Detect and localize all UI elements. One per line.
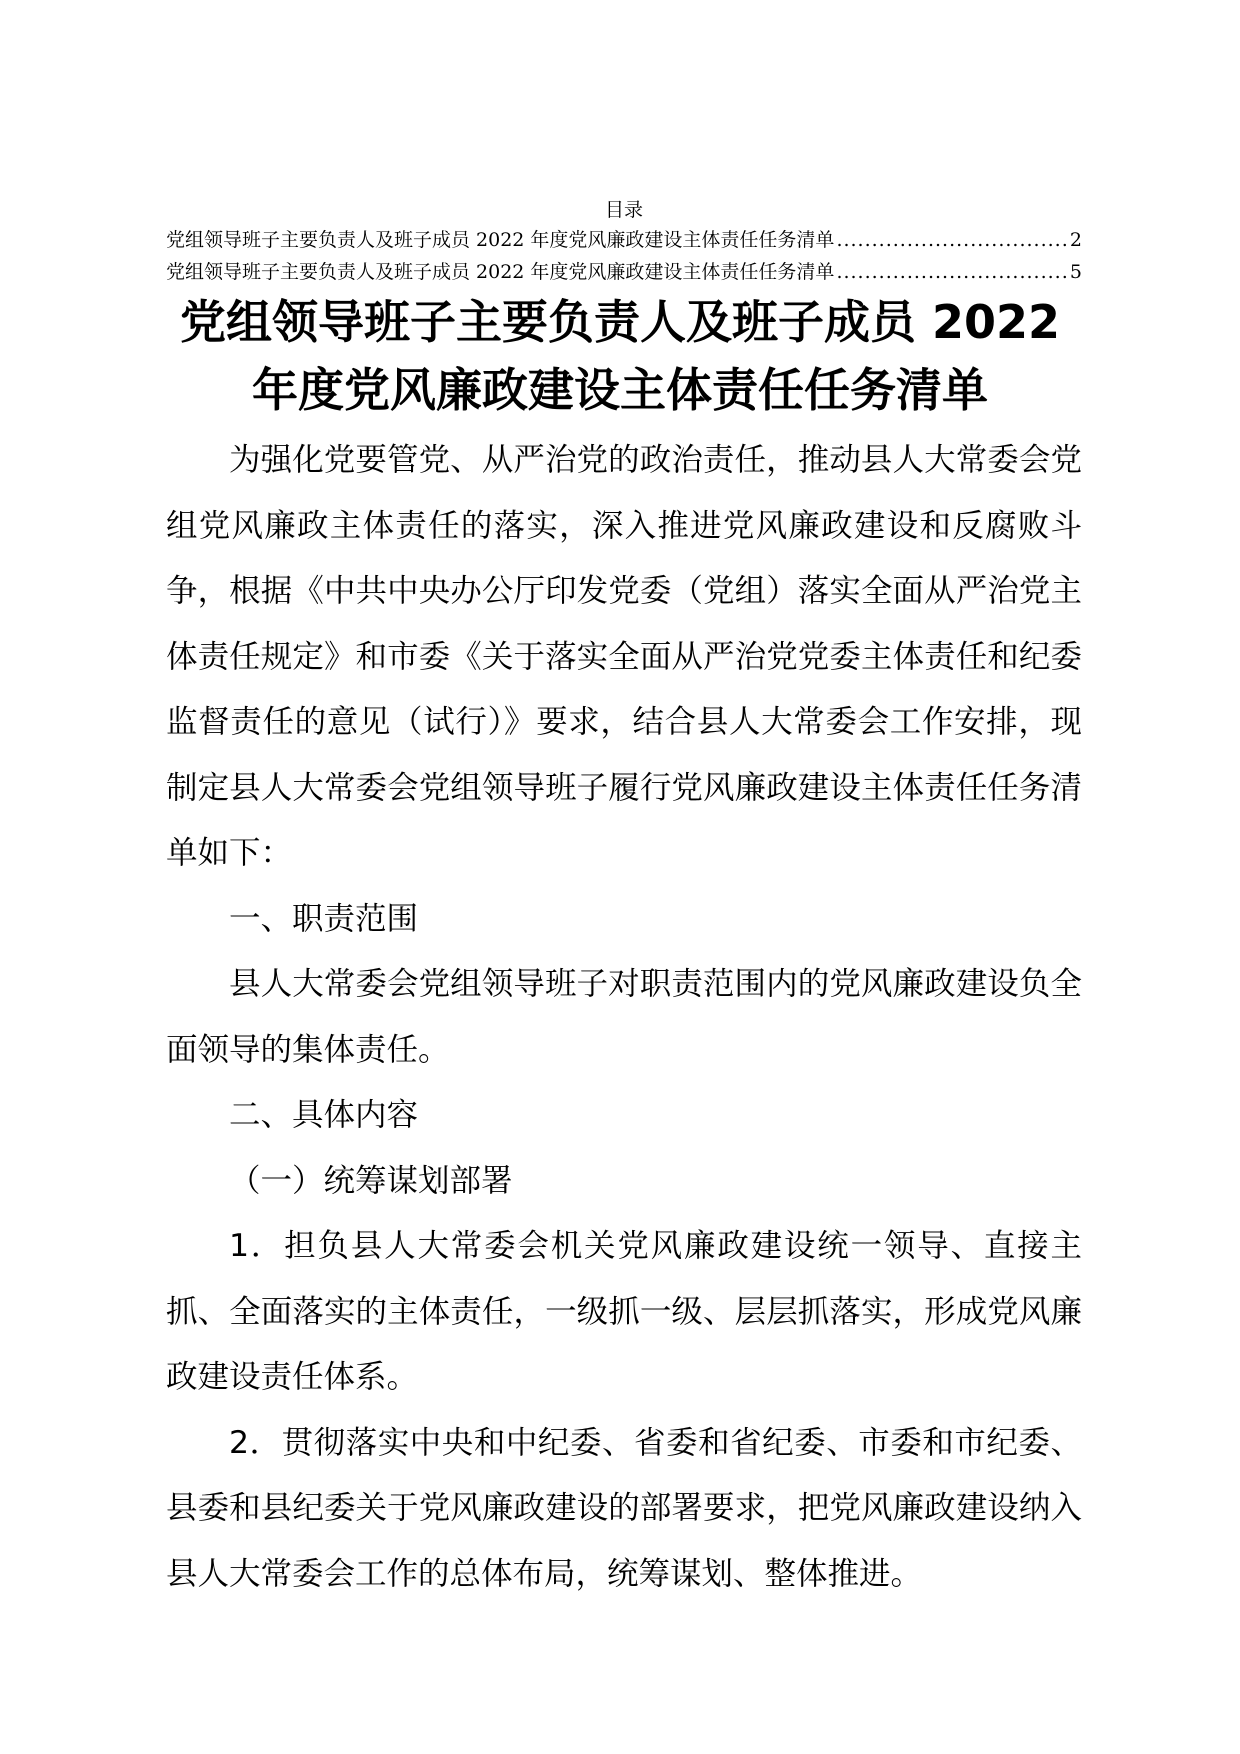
subsection-heading: （一）统筹谋划部署 (229, 1162, 513, 1199)
toc-entry[interactable] (166, 256, 1082, 288)
document-body (166, 428, 1082, 1607)
document-title-line: 党组领导班子主要负责人及班子成员 2022 (179, 295, 1061, 349)
toc-leader-dots (836, 256, 1067, 288)
toc-entry-page: 2 (1069, 229, 1082, 251)
body-paragraph: 县人大常委会党组领导班子对职责范围内的党风廉政建设负全面领导的集体责任。 (166, 966, 1082, 1068)
document-title-line: 年度党风廉政建设主体责任任务清单 (252, 363, 988, 417)
toc-entry-text: 党组领导班子主要负责人及班子成员 2022 年度党风廉政建设主体责任任务清单 (166, 261, 835, 283)
section-heading: 二、具体内容 (229, 1097, 419, 1133)
toc-entry[interactable] (166, 224, 1082, 256)
table-of-contents (166, 196, 1082, 288)
toc-entry-page: 5 (1069, 261, 1082, 283)
toc-leader-dots (836, 224, 1067, 256)
toc-entry-text: 党组领导班子主要负责人及班子成员 2022 年度党风廉政建设主体责任任务清单 (166, 229, 835, 251)
toc-title: 目录 (604, 199, 643, 221)
section-heading: 一、职责范围 (229, 900, 419, 937)
document-title (160, 288, 1080, 424)
list-item: 2．贯彻落实中央和中纪委、省委和省纪委、市委和市纪委、县委和县纪委关于党风廉政建设的部署要求，把党风廉政建设纳入县人大常委会工作的总体布局，统筹谋划、整体推进。 (166, 1424, 1082, 1592)
list-item: 1．担负县人大常委会机关党风廉政建设统一领导、直接主抓、全面落实的主体责任，一级抓一级、层层抓落实，形成党风廉政建设责任体系。 (166, 1228, 1082, 1395)
intro-paragraph: 为强化党要管党、从严治党的政治责任，推动县人大常委会党组党风廉政主体责任的落实，深入推进党风廉政建设和反腐败斗争，根据《中共中央办公厅印发党委（党组）落实全面从严治党主体责任规定》和市委《关于落实全面从严治党党委主体责任和纪委监督责任的意见（试行）》要求，结合县人大常委会工作安排，现制定县人大常委会党组领导班子履行党风廉政建设主体责任任务清单如下： (166, 442, 1082, 871)
